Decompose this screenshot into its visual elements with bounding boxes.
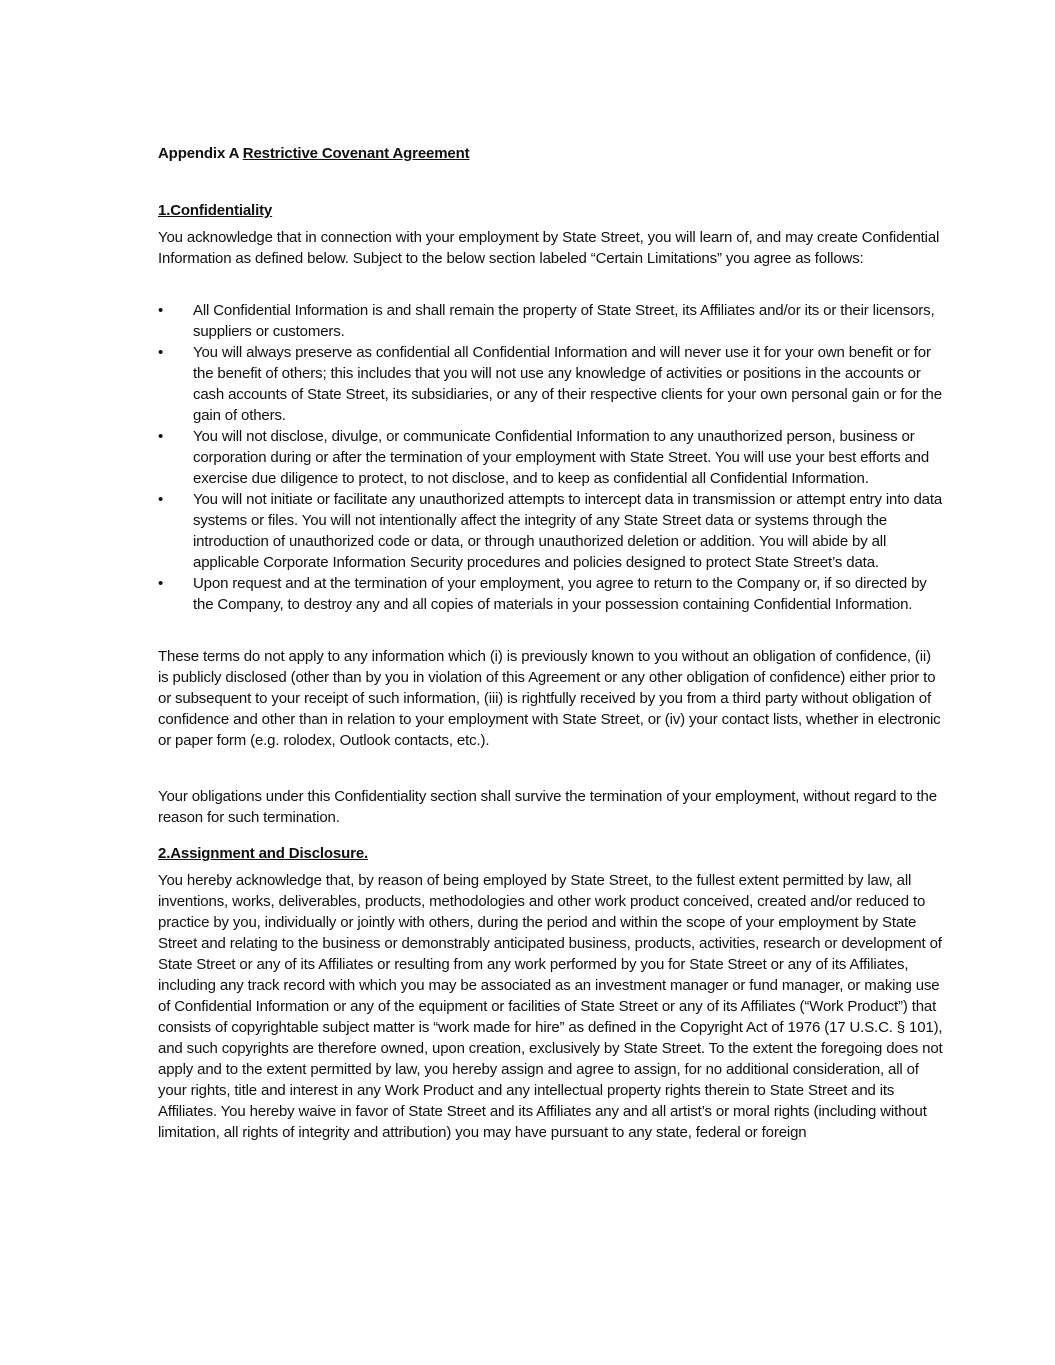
title-prefix: Appendix A xyxy=(158,145,239,162)
confidentiality-bullet-list xyxy=(158,300,944,615)
bullet-marker: • xyxy=(158,428,164,445)
bullet-text: Upon request and at the termination of your employment, you agree to return to the Company or, if so directed by the Company, to destroy any and all copies of materials in your possession containing Confidential Information. xyxy=(193,575,927,613)
bullet-item xyxy=(158,342,944,426)
exceptions-paragraph: These terms do not apply to any information which (i) is previously known to you without an obligation of confidence, (ii) is publicly disclosed (other than by you in violation of this Agreement or any other obligation of confidence) either prior to or subsequent to your receipt of such information, (iii) is rightfully received by you from a third party without obligation of confidence and other than in relation to your employment with State Street, or (iv) your contact lists, whether in electronic or paper form (e.g. rolodex, Outlook contacts, etc.). xyxy=(158,648,941,749)
section-heading-assignment: 2.Assignment and Disclosure. xyxy=(158,845,369,862)
document-page xyxy=(158,143,944,1143)
bullet-item xyxy=(158,573,944,615)
bullet-item xyxy=(158,426,944,489)
assignment-paragraph: You hereby acknowledge that, by reason of being employed by State Street, to the fullest extent permitted by law, all inventions, works, deliverables, products, methodologies and other work product conceived, created and/or reduced to practice by you, individually or jointly with others, during the period and within the scope of your employment by State Street and relating to the business or demonstrably anticipated business, products, activities, research or development of State Street or any of its Affiliates or resulting from any work performed by you for State Street or any of its Affiliates, including any track record with which you may be associated as an investment manager or fund manager, or making use of Confidential Information or any of the equipment or facilities of State Street or any of its Affiliates (“Work Product”) that consists of copyrightable subject matter is “work made for hire” as defined in the Copyright Act of 1976 (17 U.S.C. § 101), and such copyrights are therefore owned, upon creation, exclusively by State Street. To the extent the foregoing does not apply and to the extent permitted by law, you hereby assign and agree to assign, for no additional consideration, all of your rights, title and interest in any Work Product and any intellectual property rights therein to State Street and its Affiliates. You hereby waive in favor of State Street and its Affiliates any and all artist’s or moral rights (including without limitation, all rights of integrity and attribution) you may have pursuant to any state, federal or foreign xyxy=(158,872,943,1141)
bullet-item xyxy=(158,489,944,573)
bullet-text: You will always preserve as confidential all Confidential Information and will never use it for your own benefit or for the benefit of others; this includes that you will not use any knowledge of activities or positions in the accounts or cash accounts of State Street, its subsidiaries, or any of their respective clients for your own personal gain or for the gain of others. xyxy=(193,344,942,424)
bullet-item xyxy=(158,300,944,342)
bullet-text: All Confidential Information is and shall remain the property of State Street, its Affiliates and/or its or their licensors, suppliers or customers. xyxy=(193,302,935,340)
survival-paragraph: Your obligations under this Confidentiality section shall survive the termination of your employment, without regard to the reason for such termination. xyxy=(158,788,937,826)
bullet-text: You will not disclose, divulge, or communicate Confidential Information to any unauthorized person, business or corporation during or after the termination of your employment with State Street. You will use your best efforts and exercise due diligence to protect, to not disclose, and to keep as confidential all Confidential Information. xyxy=(193,428,930,487)
bullet-marker: • xyxy=(158,575,164,592)
bullet-marker: • xyxy=(158,491,164,508)
confidentiality-intro-paragraph: You acknowledge that in connection with your employment by State Street, you will learn of, and may create Confidential Information as defined below. Subject to the below section labeled “Certain Limitations” you agree as follows: xyxy=(158,229,940,267)
bullet-marker: • xyxy=(158,302,164,319)
bullet-marker: • xyxy=(158,344,164,361)
document-title xyxy=(158,143,944,164)
bullet-text: You will not initiate or facilitate any unauthorized attempts to intercept data in transmission or attempt entry into data systems or files. You will not intentionally affect the integrity of any State Street data or systems through the introduction of unauthorized code or data, or through unauthorized deletion or addition. You will abide by all applicable Corporate Information Security procedures and policies designed to protect State Street’s data. xyxy=(193,491,943,571)
section-heading-confidentiality: 1.Confidentiality xyxy=(158,202,273,219)
title-agreement-name: Restrictive Covenant Agreement xyxy=(242,145,470,162)
